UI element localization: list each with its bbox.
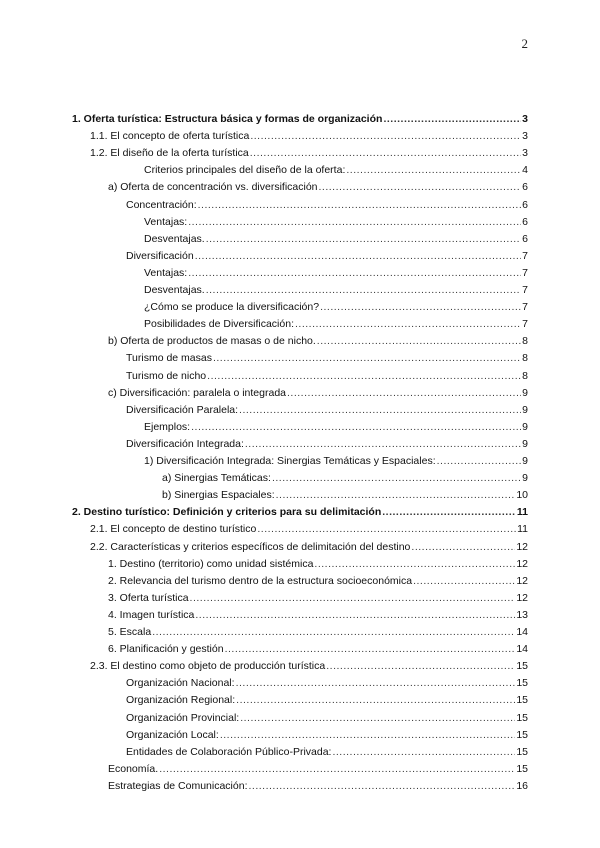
toc-entry-page: 12 bbox=[516, 557, 528, 570]
toc-entry-page: 15 bbox=[516, 711, 528, 724]
toc-entry-page: 8 bbox=[522, 369, 528, 382]
toc-leader-dots bbox=[383, 111, 521, 128]
toc-entry[interactable] bbox=[108, 385, 528, 402]
toc-entry-label: Ejemplos: bbox=[144, 420, 191, 433]
toc-entry[interactable] bbox=[126, 692, 528, 709]
toc-entry-label: Diversificación Paralela: bbox=[126, 403, 239, 416]
toc-leader-dots bbox=[191, 419, 521, 436]
toc-entry[interactable] bbox=[144, 214, 528, 231]
toc-entry-page: 9 bbox=[522, 472, 528, 485]
toc-entry-page: 13 bbox=[516, 608, 528, 621]
toc-entry[interactable] bbox=[108, 761, 528, 778]
toc-entry[interactable] bbox=[90, 145, 528, 162]
toc-leader-dots bbox=[245, 436, 521, 453]
toc-entry-page: 15 bbox=[516, 677, 528, 690]
toc-entry-page: 9 bbox=[522, 403, 528, 416]
toc-leader-dots bbox=[317, 333, 521, 350]
toc-leader-dots bbox=[207, 368, 521, 385]
toc-entry-page: 7 bbox=[522, 301, 528, 314]
toc-entry-label: 2. Destino turístico: Definición y criterios para su delimitación bbox=[72, 506, 382, 519]
toc-entry[interactable] bbox=[144, 453, 528, 470]
toc-leader-dots bbox=[188, 265, 521, 282]
toc-entry[interactable] bbox=[108, 333, 528, 350]
toc-entry-label: Concentración: bbox=[126, 198, 197, 211]
toc-entry-label: Organización Nacional: bbox=[126, 677, 235, 690]
toc-entry[interactable] bbox=[90, 128, 528, 145]
toc-entry-label: Desventajas. bbox=[144, 232, 205, 245]
toc-entry-page: 6 bbox=[522, 232, 528, 245]
toc-entry[interactable] bbox=[108, 573, 528, 590]
toc-entry-label: Organización Regional: bbox=[126, 694, 236, 707]
toc-leader-dots bbox=[213, 350, 521, 367]
toc-entry-label: Entidades de Colaboración Público-Privada: bbox=[126, 745, 332, 758]
toc-entry[interactable] bbox=[126, 197, 528, 214]
toc-entry-label: 1) Diversificación Integrada: Sinergias Temáticas y Espaciales: bbox=[144, 455, 436, 467]
toc-leader-dots bbox=[382, 504, 516, 521]
toc-entry[interactable] bbox=[126, 710, 528, 727]
toc-entry-page: 12 bbox=[516, 540, 528, 553]
toc-entry-label: 4. Imagen turística bbox=[108, 608, 195, 621]
toc-leader-dots bbox=[250, 145, 521, 162]
toc-entry-page: 14 bbox=[516, 626, 528, 638]
toc-entry-page: 9 bbox=[522, 437, 528, 450]
toc-entry-page: 3 bbox=[522, 147, 528, 160]
toc-entry-page: 11 bbox=[517, 523, 528, 536]
toc-entry[interactable] bbox=[126, 436, 528, 453]
toc-entry-label: 2.2. Características y criterios específicos de delimitación del destino bbox=[90, 540, 411, 553]
toc-entry-label: Turismo de masas bbox=[126, 352, 212, 365]
toc-leader-dots bbox=[225, 641, 516, 658]
toc-leader-dots bbox=[437, 453, 522, 470]
toc-entry[interactable] bbox=[126, 248, 528, 265]
toc-leader-dots bbox=[272, 470, 521, 487]
toc-entry[interactable] bbox=[108, 607, 528, 624]
toc-leader-dots bbox=[159, 761, 515, 778]
toc-leader-dots bbox=[326, 658, 515, 675]
toc-entry-label: Diversificación bbox=[126, 249, 194, 262]
toc-leader-dots bbox=[240, 710, 515, 727]
toc-entry-label: 1.1. El concepto de oferta turística bbox=[90, 130, 250, 143]
toc-entry-label: Desventajas. bbox=[144, 284, 205, 296]
toc-entry-page: 8 bbox=[522, 352, 528, 365]
toc-leader-dots bbox=[152, 624, 515, 641]
toc-entry-label: Organización Provincial: bbox=[126, 711, 240, 724]
toc-entry-page: 10 bbox=[516, 489, 528, 502]
toc-entry-label: Ventajas: bbox=[144, 215, 188, 228]
toc-leader-dots bbox=[257, 521, 516, 538]
toc-entry-page: 15 bbox=[516, 660, 528, 673]
toc-entry[interactable] bbox=[108, 778, 528, 795]
toc-leader-dots bbox=[239, 402, 521, 419]
toc-entry-label: Diversificación Integrada: bbox=[126, 437, 244, 450]
toc-entry-page: 9 bbox=[522, 455, 528, 467]
toc-entry[interactable] bbox=[126, 368, 528, 385]
toc-leader-dots bbox=[236, 692, 515, 709]
toc-entry-label: 1.2. El diseño de la oferta turística bbox=[90, 147, 249, 160]
page-number: 2 bbox=[521, 36, 528, 51]
toc-entry-page: 7 bbox=[522, 266, 528, 279]
toc-entry-label: a) Sinergias Temáticas: bbox=[162, 472, 271, 485]
toc-leader-dots bbox=[250, 128, 521, 145]
toc-entry[interactable] bbox=[72, 111, 528, 128]
toc-entry[interactable] bbox=[126, 675, 528, 692]
toc-entry-label: Turismo de nicho bbox=[126, 369, 207, 382]
toc-entry-page: 12 bbox=[516, 591, 528, 604]
toc-leader-dots bbox=[413, 573, 515, 590]
toc-entry[interactable] bbox=[108, 179, 528, 196]
toc-entry-page: 9 bbox=[522, 420, 528, 433]
toc-entry-page: 7 bbox=[522, 318, 528, 331]
toc-leader-dots bbox=[220, 727, 516, 744]
toc-entry-label: Ventajas: bbox=[144, 266, 188, 279]
toc-entry[interactable] bbox=[90, 658, 528, 675]
toc-entry-label: 5. Escala bbox=[108, 626, 152, 638]
toc-entry-page: 15 bbox=[516, 745, 528, 758]
toc-entry[interactable] bbox=[108, 624, 528, 641]
toc-entry-page: 3 bbox=[522, 113, 528, 125]
toc-entry-label: Posibilidades de Diversificación: bbox=[144, 318, 294, 331]
toc-entry[interactable] bbox=[108, 641, 528, 658]
toc-entry[interactable] bbox=[90, 521, 528, 538]
toc-entry-page: 9 bbox=[522, 386, 528, 399]
toc-entry-label: 2.3. El destino como objeto de producción turística bbox=[90, 660, 326, 673]
toc-entry-label: Organización Local: bbox=[126, 728, 219, 741]
toc-entry-page: 7 bbox=[522, 249, 528, 262]
toc-entry[interactable] bbox=[126, 744, 528, 761]
toc-leader-dots bbox=[206, 231, 521, 248]
toc-entry-label: 1. Destino (territorio) como unidad sistémica bbox=[108, 557, 314, 570]
toc-leader-dots bbox=[332, 744, 515, 761]
toc-entry-label: c) Diversificación: paralela o integrada bbox=[108, 386, 287, 399]
toc-leader-dots bbox=[190, 590, 516, 607]
toc-entry[interactable] bbox=[144, 265, 528, 282]
toc-entry[interactable] bbox=[144, 282, 528, 299]
toc-entry-page: 6 bbox=[522, 198, 528, 211]
toc-entry-label: ¿Cómo se produce la diversificación? bbox=[144, 301, 320, 314]
toc-leader-dots bbox=[206, 282, 521, 299]
toc-entry[interactable] bbox=[162, 487, 528, 504]
toc-leader-dots bbox=[314, 556, 515, 573]
toc-entry[interactable] bbox=[126, 727, 528, 744]
toc-entry[interactable] bbox=[144, 231, 528, 248]
toc-entry[interactable] bbox=[126, 350, 528, 367]
toc-entry-page: 15 bbox=[516, 728, 528, 741]
toc-entry-label: 1. Oferta turística: Estructura básica y formas de organización bbox=[72, 113, 383, 125]
toc-entry-page: 15 bbox=[516, 762, 528, 775]
toc-leader-dots bbox=[249, 778, 516, 795]
toc-entry[interactable] bbox=[72, 504, 528, 521]
toc-entry[interactable] bbox=[144, 316, 528, 333]
toc-entry-label: Economía. bbox=[108, 762, 159, 775]
toc-entry-label: 2.1. El concepto de destino turístico bbox=[90, 523, 257, 536]
toc-entry[interactable] bbox=[144, 299, 528, 316]
toc-entry-label: Criterios principales del diseño de la oferta: bbox=[144, 164, 346, 177]
toc-entry-page: 16 bbox=[516, 779, 528, 792]
toc-entry[interactable] bbox=[90, 539, 528, 556]
toc-leader-dots bbox=[320, 299, 521, 316]
toc-entry-label: a) Oferta de concentración vs. diversificación bbox=[108, 181, 318, 194]
toc-entry-page: 6 bbox=[522, 215, 528, 228]
toc-leader-dots bbox=[319, 179, 522, 196]
toc-leader-dots bbox=[276, 487, 516, 504]
toc-entry-page: 12 bbox=[516, 574, 528, 587]
toc-entry-label: 6. Planificación y gestión bbox=[108, 643, 224, 656]
toc-leader-dots bbox=[295, 316, 521, 333]
toc-entry[interactable] bbox=[144, 162, 528, 179]
toc-entry[interactable] bbox=[144, 419, 528, 436]
toc-entry[interactable] bbox=[162, 470, 528, 487]
toc-leader-dots bbox=[411, 539, 515, 556]
toc-entry-page: 7 bbox=[522, 284, 528, 296]
toc-leader-dots bbox=[188, 214, 521, 231]
toc-leader-dots bbox=[198, 197, 522, 214]
toc-entry-label: Estrategias de Comunicación: bbox=[108, 779, 248, 792]
toc-leader-dots bbox=[287, 385, 521, 402]
toc-entry-page: 11 bbox=[516, 506, 528, 519]
toc-entry-page: 8 bbox=[522, 335, 528, 348]
toc-entry-label: b) Oferta de productos de masas o de nicho. bbox=[108, 335, 316, 348]
toc-entry[interactable] bbox=[108, 556, 528, 573]
toc-entry-page: 4 bbox=[522, 164, 528, 177]
toc-entry-page: 6 bbox=[522, 181, 528, 194]
toc-entry-page: 3 bbox=[522, 130, 528, 143]
toc-leader-dots bbox=[236, 675, 516, 692]
toc-entry[interactable] bbox=[126, 402, 528, 419]
toc-entry-page: 14 bbox=[516, 643, 528, 656]
toc-entry-label: b) Sinergias Espaciales: bbox=[162, 489, 275, 502]
toc-entry-label: 2. Relevancia del turismo dentro de la estructura socioeconómica bbox=[108, 574, 413, 587]
toc-entry-label: 3. Oferta turística bbox=[108, 591, 189, 604]
toc-leader-dots bbox=[195, 607, 515, 624]
toc-entry[interactable] bbox=[108, 590, 528, 607]
toc-entry-page: 15 bbox=[516, 694, 528, 707]
toc-leader-dots bbox=[346, 162, 521, 179]
toc-leader-dots bbox=[195, 248, 521, 265]
